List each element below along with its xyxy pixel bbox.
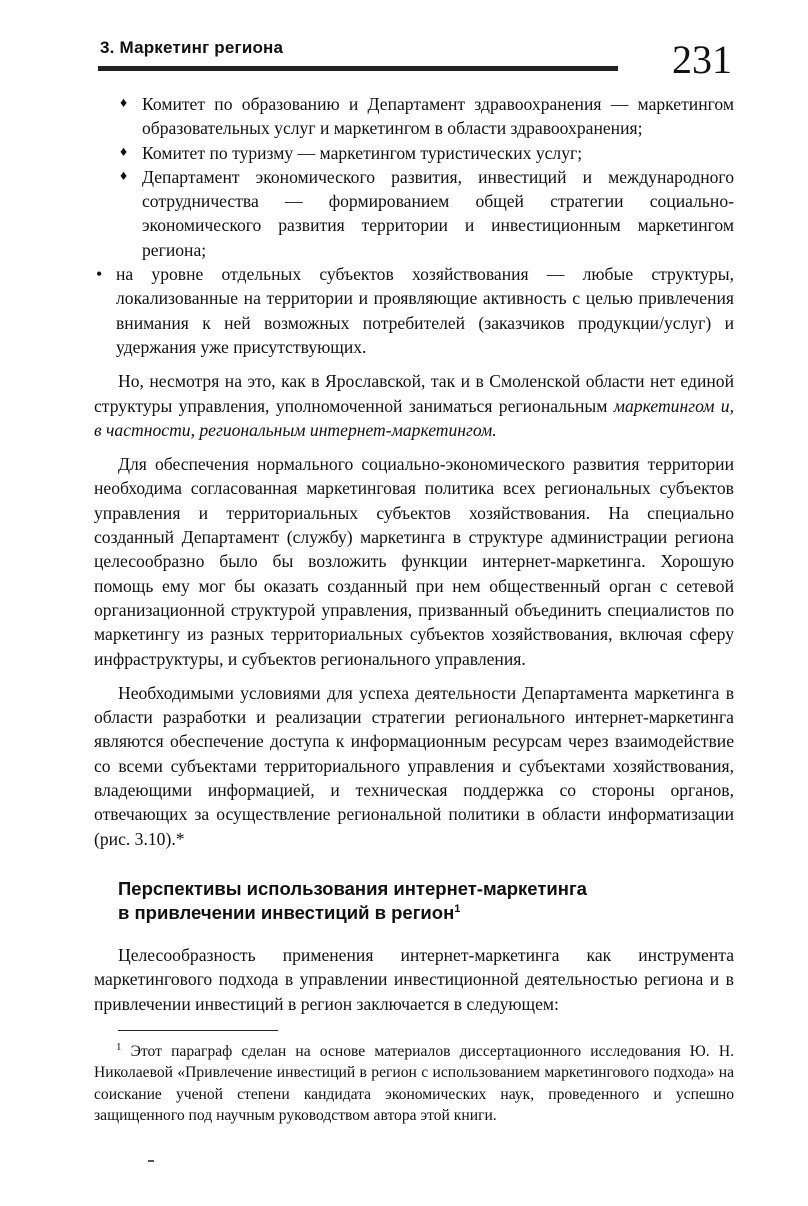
- paragraph-italic-text: маркетингом и, в частности, региональным интернет-маркетингом.: [94, 395, 735, 440]
- paragraph-text: Но, несмотря на это, как в Ярославской, так и в Смоленской области нет единой структуры управления, уполномоченной заниматься региональным: [94, 371, 734, 416]
- footnote-ref: 1: [454, 902, 461, 915]
- list-item-text: на уровне отдельных субъектов хозяйствования — любые структуры, локализованные на территории и проявляющие активность с целью привлечения внимания к ней возможных потребителей (заказчиков продукции/услуг) и удержания уже присутствующих.: [116, 264, 734, 357]
- list-item-text: Комитет по туризму — маркетингом туристических услуг;: [142, 142, 583, 163]
- list-item: [120, 92, 734, 141]
- list-item-text: Комитет по образованию и Департамент здравоохранения — маркетингом образовательных услуг и маркетингом в области здравоохранения;: [142, 94, 734, 139]
- sub-list: [120, 92, 734, 262]
- paragraph: Необходимыми условиями для успеха деятельности Департамента маркетинга в области разработки и реализации стратегии регионального интернет-маркетинга являются обеспечение доступа к информационным ресурсам через взаимодействие со всеми субъектами территориального управления и субъектами хозяйствования, владеющими информацией, и техническая поддержка со стороны органов, отвечающих за осуществление региональной политики в области информатизации (рис. 3.10).*: [94, 682, 734, 849]
- dot-bullet-icon: •: [96, 264, 103, 285]
- scan-mark: [148, 1160, 154, 1162]
- section-heading: [118, 877, 734, 925]
- list-item: [120, 165, 734, 262]
- running-head: 3. Маркетинг региона: [100, 38, 284, 57]
- paragraph: Для обеспечения нормального социально-экономического развития территории необходима согласованная маркетинговая политика всех региональных субъектов управления и территориальных субъектов хозяйствования. На специально созданный Департамент (службу) маркетинга в структуре администрации региона целесообразно было бы возложить функции интернет-маркетинга. Хорошую помощь ему мог бы оказать созданный при нем общественный орган с сетевой организационной структурой управления, призванный объединить специалистов по маркетингу из разных территориальных субъектов хозяйствования, включая сферу инфраструктуры, и субъектов регионального управления.: [94, 454, 734, 669]
- section-heading-line1: Перспективы использования интернет-маркетинга: [118, 877, 587, 899]
- diamond-bullet-icon: ♦: [120, 144, 128, 160]
- list-item: [94, 262, 734, 359]
- footnote-mark: 1: [116, 1040, 122, 1053]
- list-item-text: Департамент экономического развития, инвестиций и международного сотрудничества — формированием общей стратегии социально-экономического развития территории и инвестиционным маркетингом региона;: [142, 166, 734, 260]
- page-number: 231: [672, 37, 732, 82]
- footnote-text: Этот параграф сделан на основе материалов диссертационного исследования Ю. Н. Николаевой «Привлечение инвестиций в регион с использованием маркетингового подхода» на соискание ученой степени кандидата экономических наук, проведенного и успешно защищенного под научным руководством автора этой книги.: [94, 1042, 734, 1125]
- diamond-bullet-icon: ♦: [120, 96, 128, 111]
- list-item: [120, 141, 734, 165]
- section-heading-line2: в привлечении инвестиций в регион: [118, 901, 455, 923]
- diamond-bullet-icon: ♦: [120, 168, 128, 184]
- main-list: [94, 262, 734, 359]
- paragraph: [94, 369, 734, 442]
- footnote-rule: [118, 1030, 278, 1031]
- header-rule: [98, 66, 618, 71]
- footnote: [94, 1041, 734, 1127]
- paragraph: Целесообразность применения интернет-маркетинга как инструмента маркетингового подхода в управлении инвестиционной деятельностью региона и в привлечении инвестиций в регион заключается в следующем:: [94, 944, 734, 1014]
- page-content: [94, 92, 734, 1127]
